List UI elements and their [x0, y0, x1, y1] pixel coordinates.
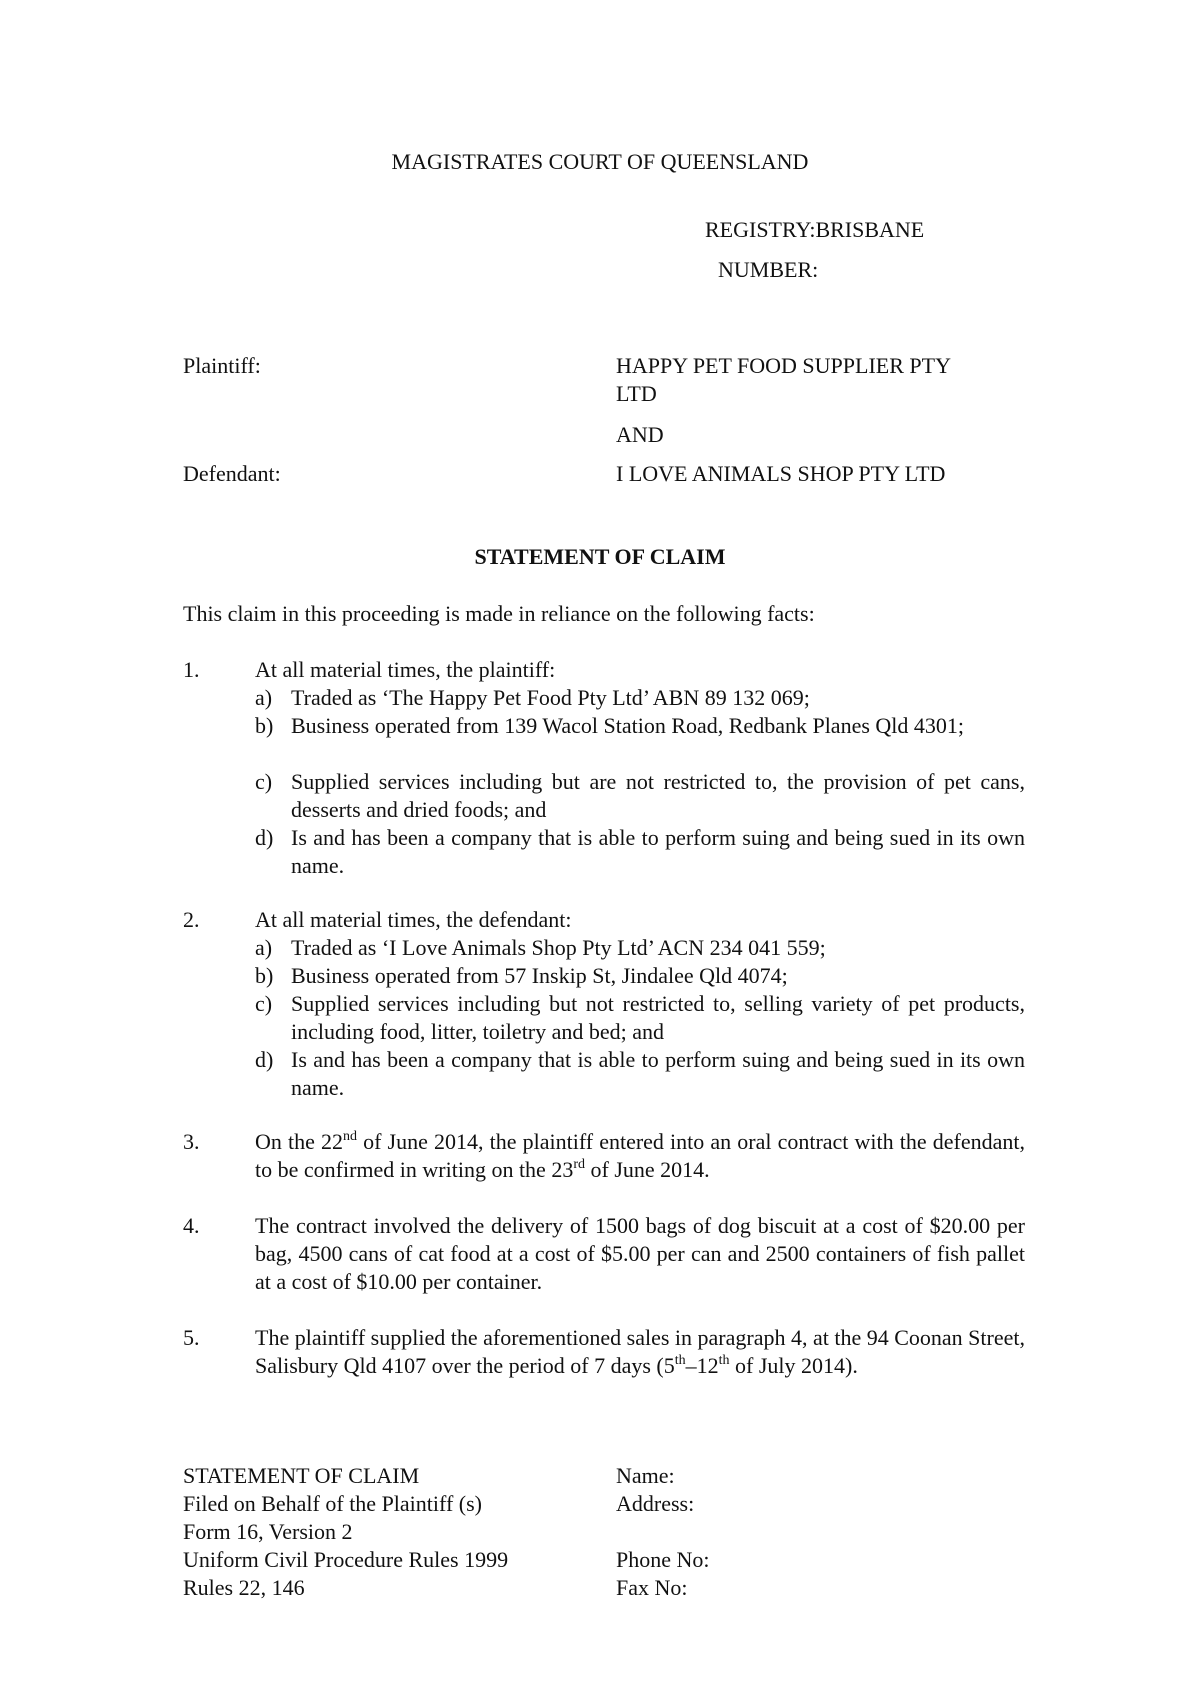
- paragraph-number: 4.: [183, 1213, 200, 1238]
- paragraph-number: 2.: [183, 907, 200, 932]
- list-item: [255, 1046, 1025, 1102]
- footer-address-label: Address:: [616, 1491, 695, 1516]
- footer-filed-on-behalf: Filed on Behalf of the Plaintiff (s): [183, 1491, 482, 1516]
- paragraph-text: On the 22nd of June 2014, the plaintiff entered into an oral contract with the defendant, to be confirmed in writing on the 23rd of June 2014.: [255, 1129, 1025, 1182]
- list-item: [255, 768, 1025, 824]
- list-item-label: d): [255, 825, 274, 850]
- list-item-text: Business operated from 57 Inskip St, Jindalee Qld 4074;: [291, 963, 788, 988]
- list-item-label: b): [255, 963, 274, 988]
- plaintiff-label: Plaintiff:: [183, 353, 261, 378]
- plaintiff-name-line2: LTD: [616, 381, 657, 406]
- case-number-label: NUMBER:: [718, 257, 819, 282]
- list-item-label: b): [255, 713, 274, 738]
- footer-form-title: STATEMENT OF CLAIM: [183, 1463, 420, 1488]
- list-item-text: Business operated from 139 Wacol Station Road, Redbank Planes Qld 4301;: [291, 713, 965, 738]
- list-item-label: a): [255, 935, 273, 960]
- footer-phone-label: Phone No:: [616, 1547, 710, 1572]
- list-item-label: a): [255, 685, 273, 710]
- paragraph-number: 1.: [183, 657, 200, 682]
- intro-text: This claim in this proceeding is made in reliance on the following facts:: [183, 601, 815, 626]
- footer-fax-label: Fax No:: [616, 1575, 688, 1600]
- and-label: AND: [616, 422, 664, 447]
- footer-form-version: Form 16, Version 2: [183, 1519, 353, 1544]
- list-item: [255, 990, 1025, 1046]
- paragraph-4: [183, 1212, 1025, 1296]
- list-item-text: Traded as ‘The Happy Pet Food Pty Ltd’ ABN 89 132 069;: [291, 685, 810, 710]
- list-item-label: c): [255, 769, 273, 794]
- list-item-text: Supplied services including but are not restricted to, the provision of pet cans, desserts and dried foods; and: [291, 769, 1025, 822]
- court-name: MAGISTRATES COURT OF QUEENSLAND: [391, 149, 809, 174]
- list-item: [255, 684, 1025, 712]
- footer-rules-act: Uniform Civil Procedure Rules 1999: [183, 1547, 509, 1572]
- list-item-text: Supplied services including but not restricted to, selling variety of pet products, including food, litter, toiletry and bed; and: [291, 991, 1025, 1044]
- paragraph-2: [183, 906, 1025, 934]
- paragraph-number: 5.: [183, 1325, 200, 1350]
- paragraph-text: The plaintiff supplied the aforementioned sales in paragraph 4, at the 94 Coonan Street, Salisbury Qld 4107 over the period of 7 days (5th–12th of July 2014).: [255, 1325, 1025, 1378]
- footer-name-label: Name:: [616, 1463, 675, 1488]
- paragraph-1: [183, 656, 1025, 684]
- list-item-text: Traded as ‘I Love Animals Shop Pty Ltd’ ACN 234 041 559;: [291, 935, 826, 960]
- defendant-label: Defendant:: [183, 461, 281, 486]
- paragraph-number: 3.: [183, 1129, 200, 1154]
- list-item-text: Is and has been a company that is able to perform suing and being sued in its own name.: [291, 825, 1025, 878]
- paragraph-text: At all material times, the plaintiff:: [255, 657, 556, 682]
- defendant-name: I LOVE ANIMALS SHOP PTY LTD: [616, 461, 946, 486]
- list-item: [255, 824, 1025, 880]
- paragraph-text: At all material times, the defendant:: [255, 907, 572, 932]
- footer-rules-numbers: Rules 22, 146: [183, 1575, 305, 1600]
- list-item: [255, 962, 1025, 990]
- list-item-label: c): [255, 991, 273, 1016]
- paragraph-5: [183, 1324, 1025, 1380]
- list-item: [255, 712, 1025, 740]
- list-item: [255, 934, 1025, 962]
- plaintiff-name-line1: HAPPY PET FOOD SUPPLIER PTY: [616, 353, 951, 378]
- paragraph-3: [183, 1128, 1025, 1184]
- paragraph-text: The contract involved the delivery of 1500 bags of dog biscuit at a cost of $20.00 per bag, 4500 cans of cat food at a cost of $5.00 per can and 2500 containers of fish pallet at a cost of $10.00 per container.: [255, 1213, 1025, 1294]
- list-item-text: Is and has been a company that is able to perform suing and being sued in its own name.: [291, 1047, 1025, 1100]
- registry-label: REGISTRY:BRISBANE: [705, 217, 925, 242]
- list-item-label: d): [255, 1047, 274, 1072]
- document-title: STATEMENT OF CLAIM: [474, 544, 726, 569]
